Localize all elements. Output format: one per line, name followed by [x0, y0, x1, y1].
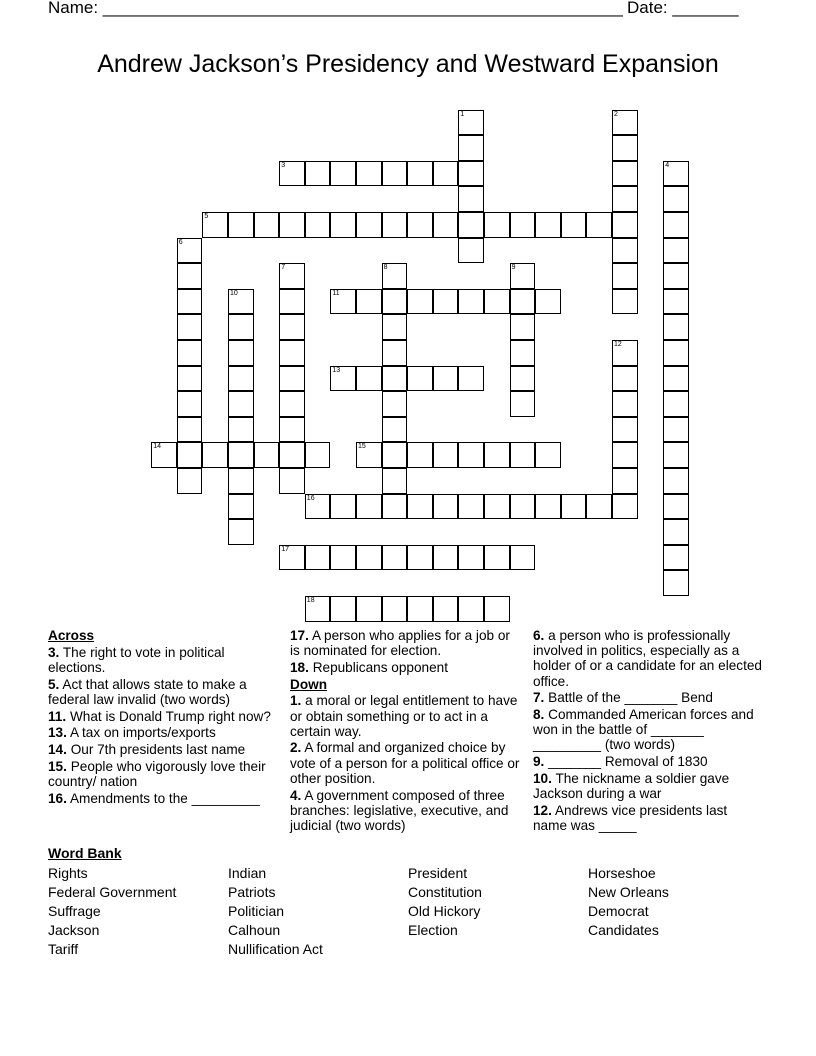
- crossword-cell[interactable]: [382, 340, 408, 366]
- cell-number: 5: [204, 213, 209, 220]
- crossword-cell[interactable]: [663, 570, 689, 596]
- crossword-cell[interactable]: [382, 442, 408, 468]
- crossword-cell[interactable]: [382, 596, 408, 622]
- clue-across-13: 13. A tax on imports/exports: [48, 725, 216, 741]
- word-bank-item: Calhoun: [228, 922, 281, 938]
- cell-number: 9: [511, 264, 516, 272]
- crossword-cell[interactable]: [458, 212, 484, 238]
- crossword-cell[interactable]: [663, 314, 689, 340]
- crossword-cell[interactable]: [356, 494, 382, 520]
- crossword-cell[interactable]: [612, 289, 638, 315]
- word-bank-column-4: [588, 864, 669, 940]
- crossword-cell[interactable]: [279, 340, 305, 366]
- word-bank-item: Suffrage: [48, 903, 101, 919]
- clue-down-12: 12. Andrews vice presidents last name was _____: [533, 802, 728, 833]
- crossword-cell[interactable]: [484, 289, 510, 315]
- crossword-cell[interactable]: [663, 494, 689, 520]
- crossword-cell[interactable]: [279, 366, 305, 392]
- crossword-cell[interactable]: [356, 366, 382, 392]
- cell-number: 2: [614, 110, 618, 118]
- crossword-cell[interactable]: [612, 391, 638, 417]
- crossword-cell[interactable]: [382, 263, 408, 289]
- word-bank-item: Federal Government: [48, 884, 177, 900]
- crossword-cell[interactable]: [407, 161, 433, 187]
- crossword-cell[interactable]: [433, 212, 459, 238]
- crossword-cell[interactable]: [202, 212, 228, 238]
- crossword-cell[interactable]: [407, 289, 433, 315]
- cell-number: 15: [358, 443, 366, 451]
- cell-number: 17: [281, 545, 289, 553]
- word-bank-item: Election: [408, 922, 458, 938]
- cell-number: 10: [230, 289, 238, 297]
- crossword-cell[interactable]: [561, 212, 587, 238]
- crossword-cell[interactable]: [382, 289, 408, 315]
- crossword-cell[interactable]: [356, 212, 382, 238]
- crossword-cell[interactable]: [458, 366, 484, 392]
- crossword-cell[interactable]: [458, 161, 484, 187]
- clue-across-18: 18. Republicans opponent: [290, 659, 448, 675]
- crossword-cell[interactable]: [305, 161, 331, 187]
- word-bank-column-3: [408, 864, 482, 940]
- cell-number: 7: [281, 264, 286, 272]
- crossword-cell[interactable]: [279, 212, 305, 238]
- crossword-cell[interactable]: [279, 314, 305, 340]
- clue-across-5: 5. Act that allows state to make a federal law invalid (two words): [48, 676, 247, 707]
- crossword-cell[interactable]: [279, 417, 305, 443]
- crossword-cell[interactable]: [484, 596, 510, 622]
- crossword-cell[interactable]: [356, 289, 382, 315]
- crossword-cell[interactable]: [458, 110, 484, 136]
- word-bank-column-2: [228, 864, 323, 959]
- crossword-cell[interactable]: [305, 212, 331, 238]
- cell-number: 3: [281, 161, 286, 169]
- crossword-cell[interactable]: [484, 442, 510, 468]
- clue-down-4: 4. A government composed of three branches: legislative, executive, and judicial (two words): [290, 787, 509, 833]
- crossword-cell[interactable]: [510, 442, 536, 468]
- name-field[interactable]: Name: _______________________________________________________: [48, 0, 623, 17]
- word-bank-column-1: [48, 864, 176, 959]
- crossword-cell[interactable]: [279, 161, 305, 187]
- clue-down-10: 10. The nickname a soldier gave Jackson during a war: [533, 770, 730, 802]
- crossword-cell[interactable]: [382, 545, 408, 571]
- crossword-cell[interactable]: [407, 442, 433, 468]
- crossword-cell[interactable]: [279, 442, 305, 468]
- crossword-cell[interactable]: [330, 596, 356, 622]
- crossword-cell[interactable]: [177, 289, 203, 315]
- crossword-cell[interactable]: [330, 366, 356, 392]
- crossword-cell[interactable]: [382, 161, 408, 187]
- cell-number: 6: [178, 238, 183, 246]
- crossword-cell[interactable]: [433, 596, 459, 622]
- crossword-cell[interactable]: [561, 494, 587, 520]
- cell-number: 13: [332, 366, 341, 374]
- cell-number: 11: [332, 289, 340, 297]
- crossword-cell[interactable]: [663, 212, 689, 238]
- crossword-cell[interactable]: [356, 442, 382, 468]
- crossword-cell[interactable]: [202, 442, 228, 468]
- word-bank-item: Old Hickory: [408, 903, 481, 919]
- crossword-cell[interactable]: [407, 545, 433, 571]
- crossword-cell[interactable]: [279, 263, 305, 289]
- crossword-cell[interactable]: [177, 263, 203, 289]
- word-bank-item: President: [408, 865, 468, 881]
- crossword-cell[interactable]: [663, 417, 689, 443]
- crossword-cell[interactable]: [612, 263, 638, 289]
- crossword-cell[interactable]: [510, 391, 536, 417]
- crossword-cell[interactable]: [612, 212, 638, 238]
- crossword-cell[interactable]: [228, 519, 254, 545]
- crossword-cell[interactable]: [382, 417, 408, 443]
- clue-across-11: 11. What is Donald Trump right now?: [48, 708, 271, 724]
- crossword-cell[interactable]: [663, 442, 689, 468]
- crossword-cell[interactable]: [458, 494, 484, 520]
- word-bank-item: Horseshoe: [588, 865, 656, 881]
- crossword-cell[interactable]: [433, 545, 459, 571]
- clue-across-16: 16. Amendments to the _________: [48, 790, 260, 806]
- crossword-cell[interactable]: [535, 494, 561, 520]
- crossword-cell[interactable]: [228, 366, 254, 392]
- crossword-cell[interactable]: [458, 596, 484, 622]
- crossword-cell[interactable]: [510, 545, 536, 571]
- crossword-cell[interactable]: [663, 366, 689, 392]
- word-bank-item: Nullification Act: [228, 941, 323, 957]
- crossword-cell[interactable]: [663, 238, 689, 264]
- crossword-cell[interactable]: [663, 186, 689, 212]
- crossword-cell[interactable]: [663, 161, 689, 187]
- crossword-cell[interactable]: [663, 340, 689, 366]
- crossword-cell[interactable]: [279, 391, 305, 417]
- word-bank-item: Patriots: [228, 884, 276, 900]
- crossword-cell[interactable]: [433, 366, 459, 392]
- down-heading: Down: [290, 676, 327, 692]
- crossword-cell[interactable]: [305, 494, 331, 520]
- crossword-cell[interactable]: [535, 289, 561, 315]
- cell-number: 4: [665, 161, 670, 169]
- crossword-cell[interactable]: [612, 161, 638, 187]
- crossword-cell[interactable]: [279, 289, 305, 315]
- crossword-cell[interactable]: [407, 596, 433, 622]
- crossword-cell[interactable]: [228, 494, 254, 520]
- crossword-cell[interactable]: [382, 468, 408, 494]
- crossword-cell[interactable]: [510, 263, 536, 289]
- word-bank-item: Democrat: [588, 903, 649, 919]
- crossword-cell[interactable]: [305, 596, 331, 622]
- clues-column-1: [48, 628, 273, 807]
- crossword-cell[interactable]: [663, 545, 689, 571]
- clue-down-2: 2. A formal and organized choice by vote of a person for a political office or other position.: [290, 740, 520, 786]
- crossword-cell[interactable]: [510, 212, 536, 238]
- crossword-cell[interactable]: [458, 238, 484, 264]
- crossword-cell[interactable]: [612, 468, 638, 494]
- word-bank-item: Indian: [228, 865, 267, 881]
- word-bank-item: Candidates: [588, 922, 659, 938]
- crossword-cell[interactable]: [612, 186, 638, 212]
- crossword-cell[interactable]: [663, 519, 689, 545]
- crossword-cell[interactable]: [228, 314, 254, 340]
- crossword-cell[interactable]: [228, 289, 254, 315]
- crossword-cell[interactable]: [612, 238, 638, 264]
- crossword-cell[interactable]: [612, 110, 638, 136]
- crossword-cell[interactable]: [305, 545, 331, 571]
- crossword-cell[interactable]: [228, 442, 254, 468]
- crossword-cell[interactable]: [612, 366, 638, 392]
- crossword-cell[interactable]: [382, 212, 408, 238]
- crossword-cell[interactable]: [356, 161, 382, 187]
- crossword-cell[interactable]: [433, 442, 459, 468]
- clue-down-7: 7. Battle of the _______ Bend: [533, 690, 713, 706]
- clue-across-3: 3. The right to vote in political elections.: [48, 644, 225, 675]
- crossword-cell[interactable]: [330, 289, 356, 315]
- crossword-cell[interactable]: [279, 545, 305, 571]
- crossword-cell[interactable]: [254, 442, 280, 468]
- crossword-cell[interactable]: [177, 366, 203, 392]
- crossword-cell[interactable]: [663, 263, 689, 289]
- crossword-cell[interactable]: [458, 186, 484, 212]
- crossword-cell[interactable]: [177, 314, 203, 340]
- crossword-cell[interactable]: [535, 212, 561, 238]
- cell-number: 16: [306, 494, 315, 502]
- crossword-cell[interactable]: [663, 289, 689, 315]
- cell-number: 14: [153, 443, 161, 451]
- crossword-cell[interactable]: [254, 212, 280, 238]
- crossword-cell[interactable]: [612, 340, 638, 366]
- crossword-cell[interactable]: [330, 545, 356, 571]
- crossword-cell[interactable]: [177, 391, 203, 417]
- crossword-cell[interactable]: [510, 289, 536, 315]
- crossword-cell[interactable]: [433, 289, 459, 315]
- crossword-cell[interactable]: [177, 417, 203, 443]
- crossword-cell[interactable]: [356, 545, 382, 571]
- crossword-cell[interactable]: [612, 135, 638, 161]
- crossword-cell[interactable]: [407, 212, 433, 238]
- crossword-cell[interactable]: [382, 366, 408, 392]
- across-heading: Across: [48, 628, 95, 643]
- crossword-cell[interactable]: [228, 212, 254, 238]
- page-title: Andrew Jackson’s Presidency and Westward Expansion: [97, 50, 719, 78]
- crossword-cell[interactable]: [330, 161, 356, 187]
- cell-number: 18: [306, 597, 315, 604]
- crossword-cell[interactable]: [663, 391, 689, 417]
- clue-across-14: 14. Our 7th presidents last name: [48, 741, 246, 757]
- crossword-cell[interactable]: [177, 468, 203, 494]
- word-bank-item: Tariff: [48, 941, 79, 957]
- crossword-cell[interactable]: [586, 212, 612, 238]
- word-bank-title: Word Bank: [48, 845, 122, 861]
- crossword-cell[interactable]: [663, 468, 689, 494]
- crossword-cell[interactable]: [382, 314, 408, 340]
- crossword-cell[interactable]: [484, 494, 510, 520]
- crossword-cell[interactable]: [305, 442, 331, 468]
- word-bank-item: Constitution: [408, 884, 482, 900]
- crossword-cell[interactable]: [510, 340, 536, 366]
- word-bank-item: Rights: [48, 865, 88, 881]
- crossword-cell[interactable]: [484, 545, 510, 571]
- clue-down-1: 1. a moral or legal entitlement to have or obtain something or to act in a certain way.: [290, 693, 518, 739]
- crossword-cell[interactable]: [484, 212, 510, 238]
- crossword-cell[interactable]: [177, 340, 203, 366]
- crossword-cell[interactable]: [356, 596, 382, 622]
- crossword-cell[interactable]: [535, 442, 561, 468]
- clue-down-9: 9. _______ Removal of 1830: [533, 754, 708, 770]
- crossword-cell[interactable]: [330, 494, 356, 520]
- crossword-cell[interactable]: [510, 366, 536, 392]
- crossword-cell[interactable]: [612, 417, 638, 443]
- crossword-cell[interactable]: [228, 391, 254, 417]
- crossword-cell[interactable]: [382, 494, 408, 520]
- crossword-cell[interactable]: [458, 442, 484, 468]
- word-bank-item: Politician: [228, 903, 285, 919]
- clues-column-3: [533, 628, 763, 835]
- cell-number: 12: [614, 341, 622, 348]
- crossword-cell[interactable]: [407, 494, 433, 520]
- crossword-cell[interactable]: [228, 417, 254, 443]
- word-bank-item: Jackson: [48, 922, 100, 938]
- crossword-cell[interactable]: [382, 391, 408, 417]
- crossword-cell[interactable]: [407, 366, 433, 392]
- crossword-cell[interactable]: [151, 442, 177, 468]
- crossword-cell[interactable]: [228, 340, 254, 366]
- crossword-cell[interactable]: [177, 238, 203, 264]
- cell-number: 8: [383, 264, 388, 272]
- crossword-cell[interactable]: [433, 161, 459, 187]
- crossword-cell[interactable]: [510, 314, 536, 340]
- crossword-cell[interactable]: [433, 494, 459, 520]
- crossword-cell[interactable]: [510, 494, 536, 520]
- crossword-cell[interactable]: [458, 545, 484, 571]
- cell-number: 1: [460, 110, 465, 118]
- crossword-cell[interactable]: [228, 468, 254, 494]
- clue-across-17: 17. A person who applies for a job or is nominated for election.: [290, 628, 510, 659]
- crossword-cell[interactable]: [612, 442, 638, 468]
- crossword-cell[interactable]: [330, 212, 356, 238]
- clue-down-6: 6. a person who is professionally involved in politics, especially as a holder of or a candidate for an elected office.: [533, 628, 762, 689]
- crossword-cell[interactable]: [458, 289, 484, 315]
- word-bank-item: New Orleans: [588, 884, 669, 900]
- crossword-cell[interactable]: [279, 468, 305, 494]
- clue-down-8: 8. Commanded American forces and won in the battle of _______ _________ (two words): [533, 707, 754, 753]
- date-field[interactable]: Date: _______: [627, 0, 739, 17]
- crossword-cell[interactable]: [177, 442, 203, 468]
- clues-column-2: [290, 628, 520, 835]
- crossword-cell[interactable]: [586, 494, 612, 520]
- clue-across-15: 15. People who vigorously love their country/ nation: [48, 758, 266, 789]
- crossword-cell[interactable]: [458, 135, 484, 161]
- crossword-cell[interactable]: [612, 494, 638, 520]
